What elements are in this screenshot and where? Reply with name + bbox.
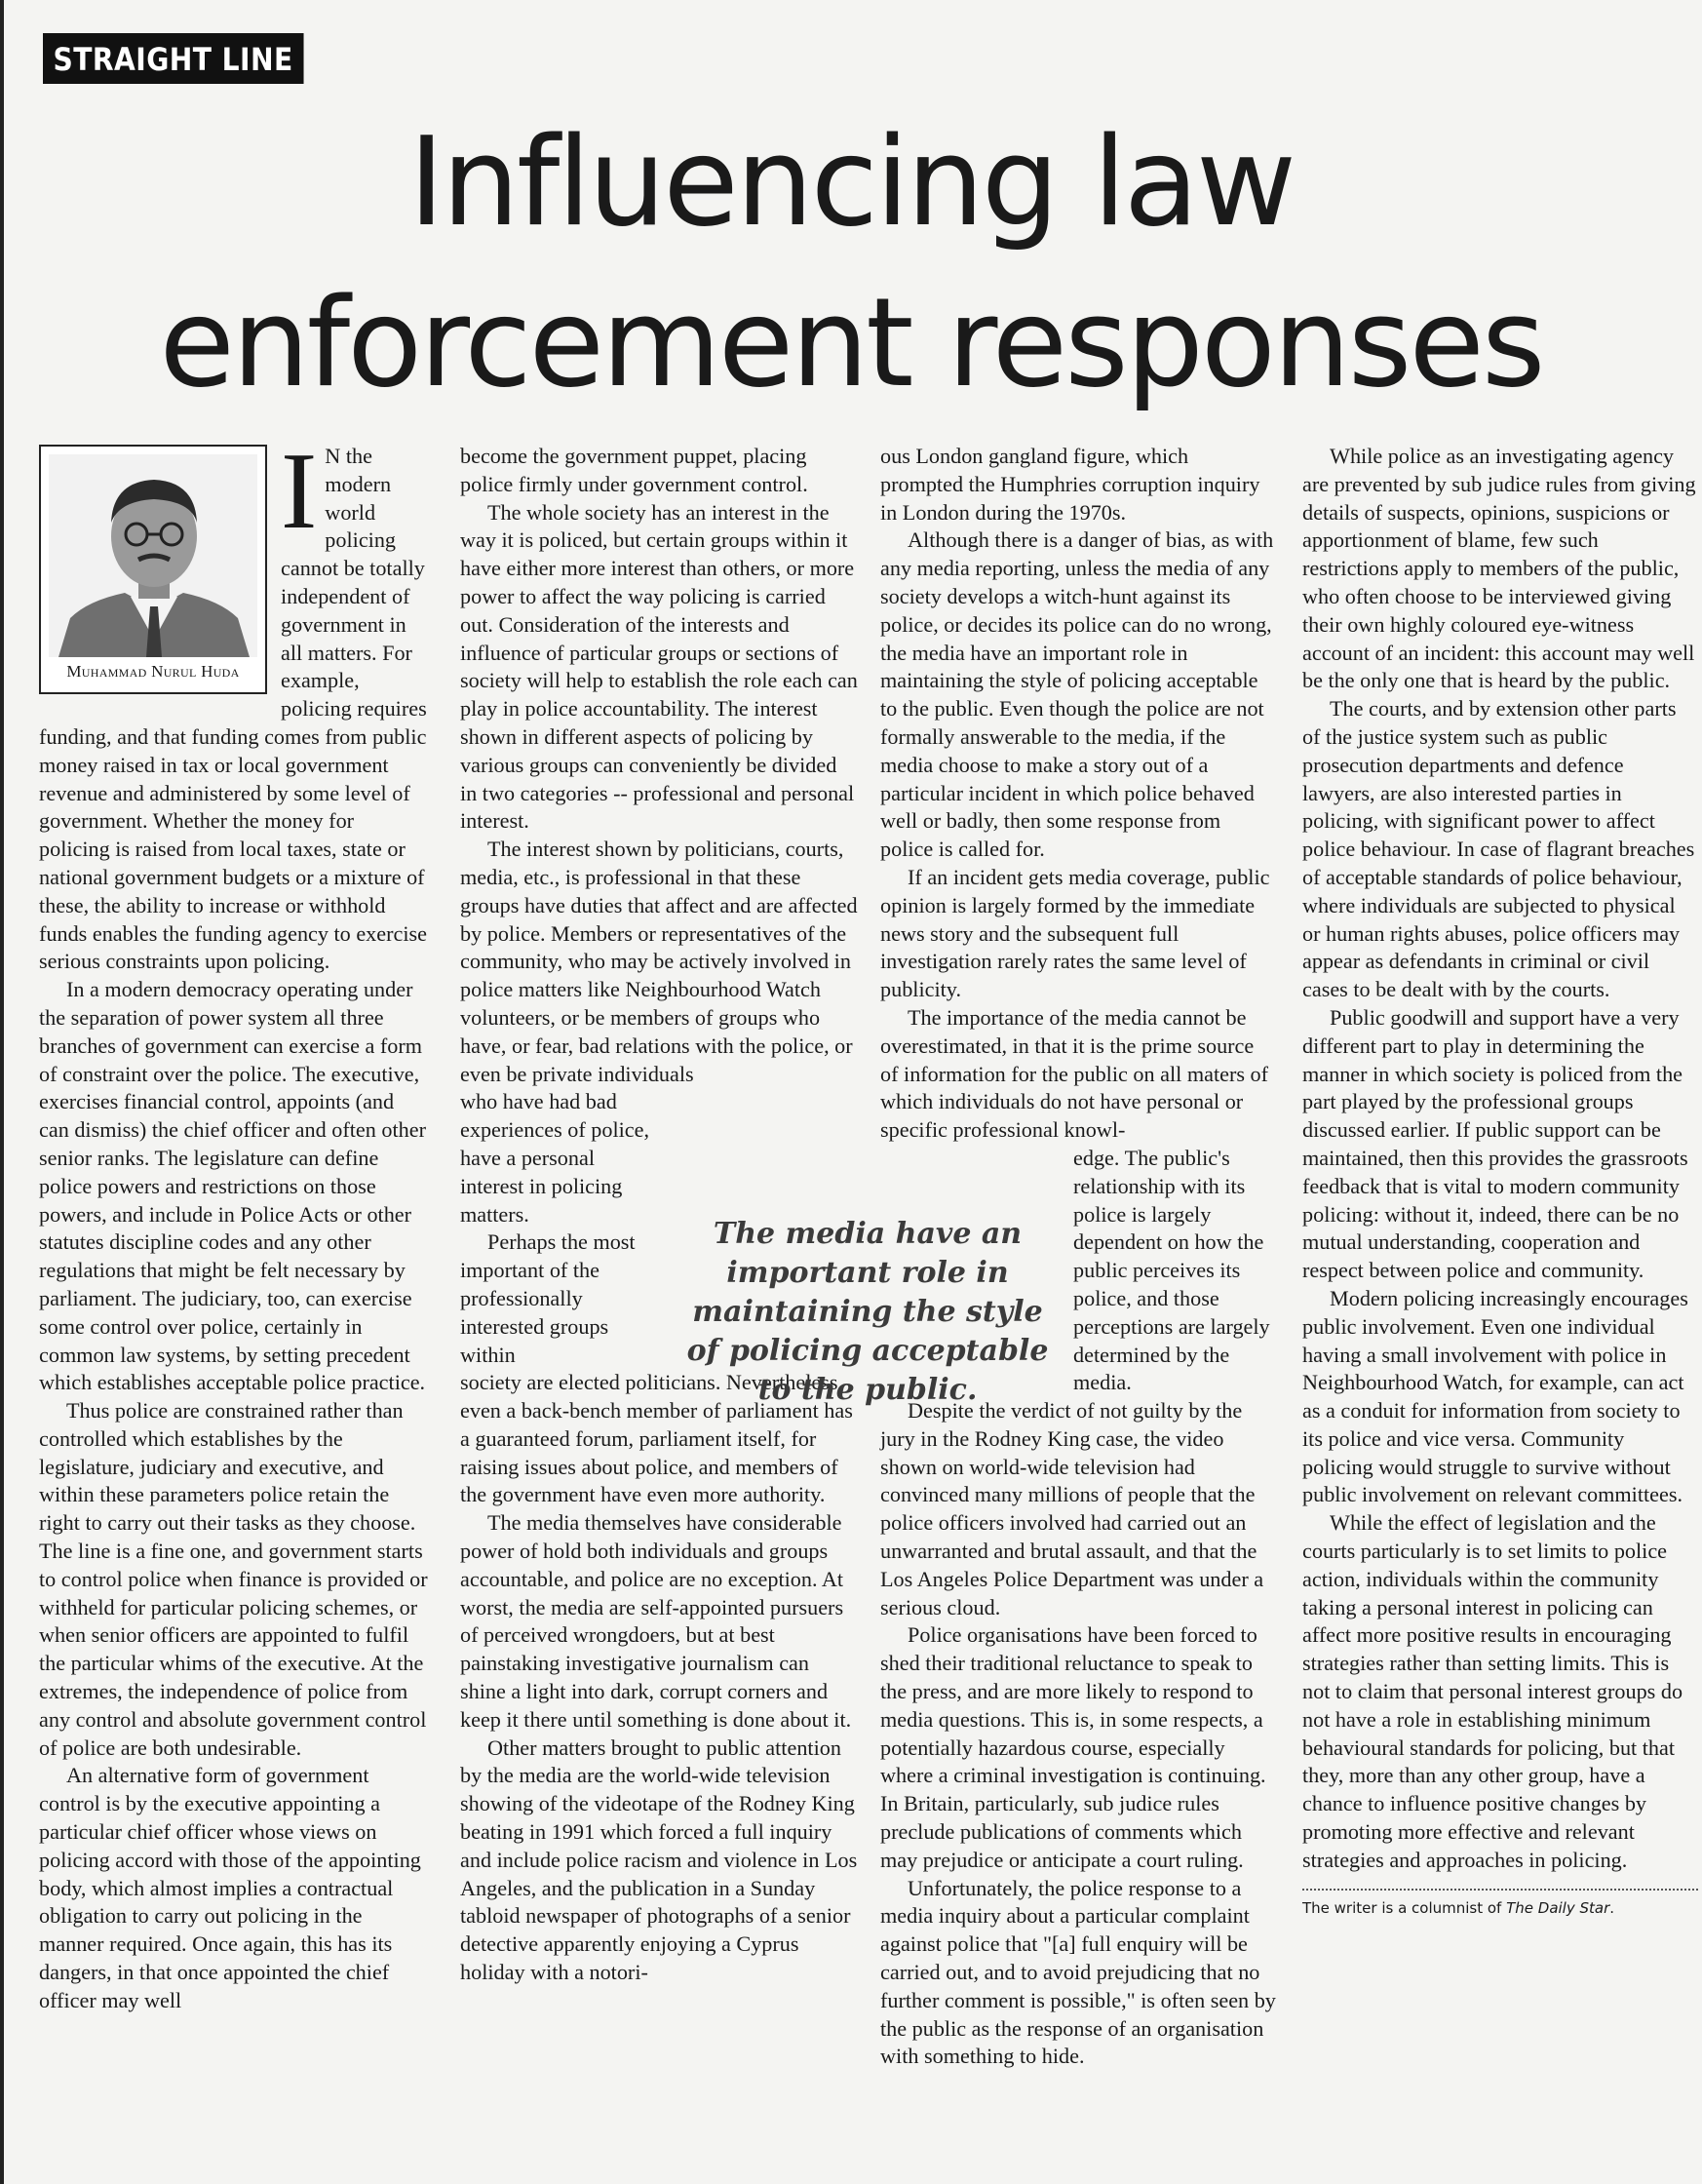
footer-divider: [1302, 1889, 1698, 1891]
paragraph: Perhaps the most important of the professionally interested groups within: [460, 1229, 636, 1367]
section-kicker: STRAIGHT LINE: [43, 33, 303, 84]
writer-note: [1302, 1898, 1698, 1918]
paragraph: The courts, and by extension other parts of the justice system such as public prosecution departments and defence lawyers, are also interested parties in policing, with significant power to affect police behaviour. In case of flagrant breaches of acceptable standards of police behaviour, where individuals are subjected to physical or human rights abuses, police officers may appear as defendants in criminal or civil cases to be dealt with by the courts.: [1302, 696, 1695, 1002]
headline: [0, 101, 1702, 423]
paragraph: Modern policing increasingly encourages public involvement. Even one individual having a small involvement with police in Neighbourhood Watch, for example, can act as a conduit for information from society to its police and vice versa. Community policing would struggle to survive without public involvement on relevant committees.: [1302, 1285, 1688, 1507]
paragraph: Thus police are constrained rather than controlled which establishes by the legislature, judiciary and executive, and within these parameters police retain the right to carry out their tasks as they choose. The line is a fine one, and government starts to control police when finance is provided or withheld for particular policing schemes, or when senior officers are appointed to fulfil the particular whims of the executive. At the extremes, the independence of police from any control and absolute government control of police are both undesirable.: [39, 1398, 428, 1760]
paragraph: edge. The public's relationship with its police is largely dependent on how the public perceives its police, and those perceptions are largely determined by the media.: [1073, 1145, 1270, 1395]
paragraph: Unfortunately, the police response to a media inquiry about a particular complaint against police that "[a] full enquiry will be carried out, and to avoid prejudicing that no further comment is possible," is often seen by the public as the response of an organisation with something to hide.: [880, 1875, 1276, 2069]
paragraph: The importance of the media cannot be overestimated, in that it is the prime source of information for the public on all maters of which individuals do not have personal or specific professional knowl-: [880, 1004, 1269, 1143]
paragraph: Other matters brought to public attention by the media are the world-wide television showing of the videotape of the Rodney King beating in 1991 which forced a full inquiry and include police racism and violence in Los Angeles, and the publication in a Sunday tabloid newspaper of photographs of a senior detective apparently enjoying a Cyprus holiday with a notori-: [460, 1735, 858, 1985]
paragraph: The whole society has an interest in the way it is policed, but certain groups within it have either more interest than others, or more power to affect the way policing is carried out. Consideration of the interests and influence of particular groups or sections of society will help to establish the role each can play in police accountability. The interest shown in different aspects of policing by various groups can conveniently be divided in two categories -- professional and personal interest.: [460, 499, 858, 834]
article-column-3: [880, 443, 1276, 2071]
paragraph: If an incident gets media coverage, public opinion is largely formed by the immediate news story and the subsequent full investigation rarely rates the same level of publicity.: [880, 864, 1270, 1002]
headline-line-1: Influencing law: [407, 110, 1295, 254]
paragraph: ous London gangland figure, which prompted the Humphries corruption inquiry in London during the 1970s.: [880, 444, 1260, 525]
author-photo: [49, 454, 257, 657]
paragraph: society are elected politicians. Nevertheless, even a back-bench member of parliament has a guaranteed forum, parliament itself, for raising issues about police, and members of the government have even more authority.: [460, 1370, 853, 1507]
paragraph: become the government puppet, placing police firmly under government control.: [460, 444, 808, 496]
paragraph: Police organisations have been forced to shed their traditional reluctance to speak to the press, and are more likely to respond to media questions. This is, in some respects, a potentially hazardous course, especially where a criminal investigation is continuing. In Britain, particularly, sub judice rules preclude publications of comments which may prejudice or anticipate a court ruling.: [880, 1622, 1266, 1872]
writer-note-prefix: The writer is a columnist of: [1302, 1898, 1507, 1917]
headline-line-2: enforcement responses: [159, 271, 1543, 414]
paragraph: N the modern world policing cannot be totally independent of government in all matters. For example, policing requires funding, and that funding comes from public money raised in tax or local government revenue and administered by some level of government. Whether the money for policing is raised from local taxes, state or national government budgets or a mixture of these, the ability to increase or withhold funds enables the funding agency to exercise serious constraints upon policing.: [39, 444, 427, 974]
paragraph: In a modern democracy operating under the separation of power system all three branches of government can exercise a form of constraint over the police. The executive, exercises financial control, appoints (and can dismiss) the chief officer and often other senior ranks. The legislature can define police powers and restrictions on those powers, and include in Police Acts or other statutes discipline codes and any other regulations that might be felt necessary by parliament. The judiciary, too, can exercise some control over police, certainly in common law systems, by setting precedent which establishes acceptable police practice.: [39, 977, 426, 1395]
paragraph: Public goodwill and support have a very different part to play in determining the manner in which society is policed from the part played by the professional groups discussed earlier. If public support can be maintained, then this provides the grassroots feedback that is vital to modern community policing: without it, indeed, there can be no mutual understanding, cooperation and respect between police and community.: [1302, 1004, 1688, 1283]
narrow-text-block: [460, 1088, 655, 1369]
author-name: Muhammad Nurul Huda: [66, 662, 240, 682]
paragraph: who have had bad experiences of police, have a personal interest in policing matters.: [460, 1089, 650, 1227]
paragraph: The media themselves have considerable power of hold both individuals and groups accountable, and police are no exception. At worst, the media are self-appointed pursuers of perceived wrongdoers, but at best painstaking investigative journalism can shine a light into dark, corrupt corners and keep it there until something is done about it.: [460, 1510, 852, 1732]
drop-cap: I: [281, 431, 318, 552]
pull-quote: The media have an important role in maintaining the style of policing acceptable to the public.: [686, 1217, 1049, 1407]
article-column-1: [39, 431, 429, 2015]
article-column-4: [1302, 443, 1698, 1918]
writer-note-suffix: .: [1609, 1898, 1615, 1917]
author-box: [39, 445, 267, 694]
narrow-text-block: [1073, 1145, 1276, 1397]
paragraph: Although there is a danger of bias, as with any media reporting, unless the media of any society develops a witch-hunt against its police, or decides its police can do no wrong, the media have an important role in maintaining the style of policing acceptable to the public. Even though the police are not formally answerable to the media, if the media choose to make a story out of a particular incident in which police behaved well or badly, then some response from police is called for.: [880, 527, 1274, 862]
paragraph: Despite the verdict of not guilty by the jury in the Rodney King case, the video shown on world-wide television had convinced many millions of people that the police officers involved had carried out an unwarranted and brutal assault, and that the Los Angeles Police Department was under a serious cloud.: [880, 1398, 1264, 1619]
paragraph: An alternative form of government control is by the executive appointing a particular chief officer whose views on policing accord with those of the appointing body, which almost implies a contractual obligation to carry out policing in the manner required. Once again, this has its dangers, in that once appointed the chief officer may well: [39, 1763, 421, 2012]
paragraph: The interest shown by politicians, courts, media, etc., is professional in that these groups have duties that affect and are affected by police. Members or representatives of the community, who may be actively involved in police matters like Neighbourhood Watch volunteers, or be members of groups who have, or fear, bad relations with the police, or even be private individuals: [460, 837, 858, 1086]
paragraph: While the effect of legislation and the courts particularly is to set limits to police action, individuals within the community taking a personal interest in policing can affect more positive results in encouraging strategies rather than setting limits. This is not to claim that personal interest groups do not have a role in establishing minimum behavioural standards for policing, but that they, more than any other group, have a chance to influence positive changes by promoting more effective and relevant strategies and approaches in policing.: [1302, 1510, 1683, 1872]
newspaper-name: The Daily Star: [1506, 1898, 1610, 1917]
paragraph: While police as an investigating agency are prevented by sub judice rules from giving details of suspects, opinions, suspicions or apportionment of blame, few such restrictions apply to members of the public, who often choose to be interviewed giving their own highly coloured eye-witness account of an incident: this account may well be the only one that is heard by the public.: [1302, 444, 1696, 693]
